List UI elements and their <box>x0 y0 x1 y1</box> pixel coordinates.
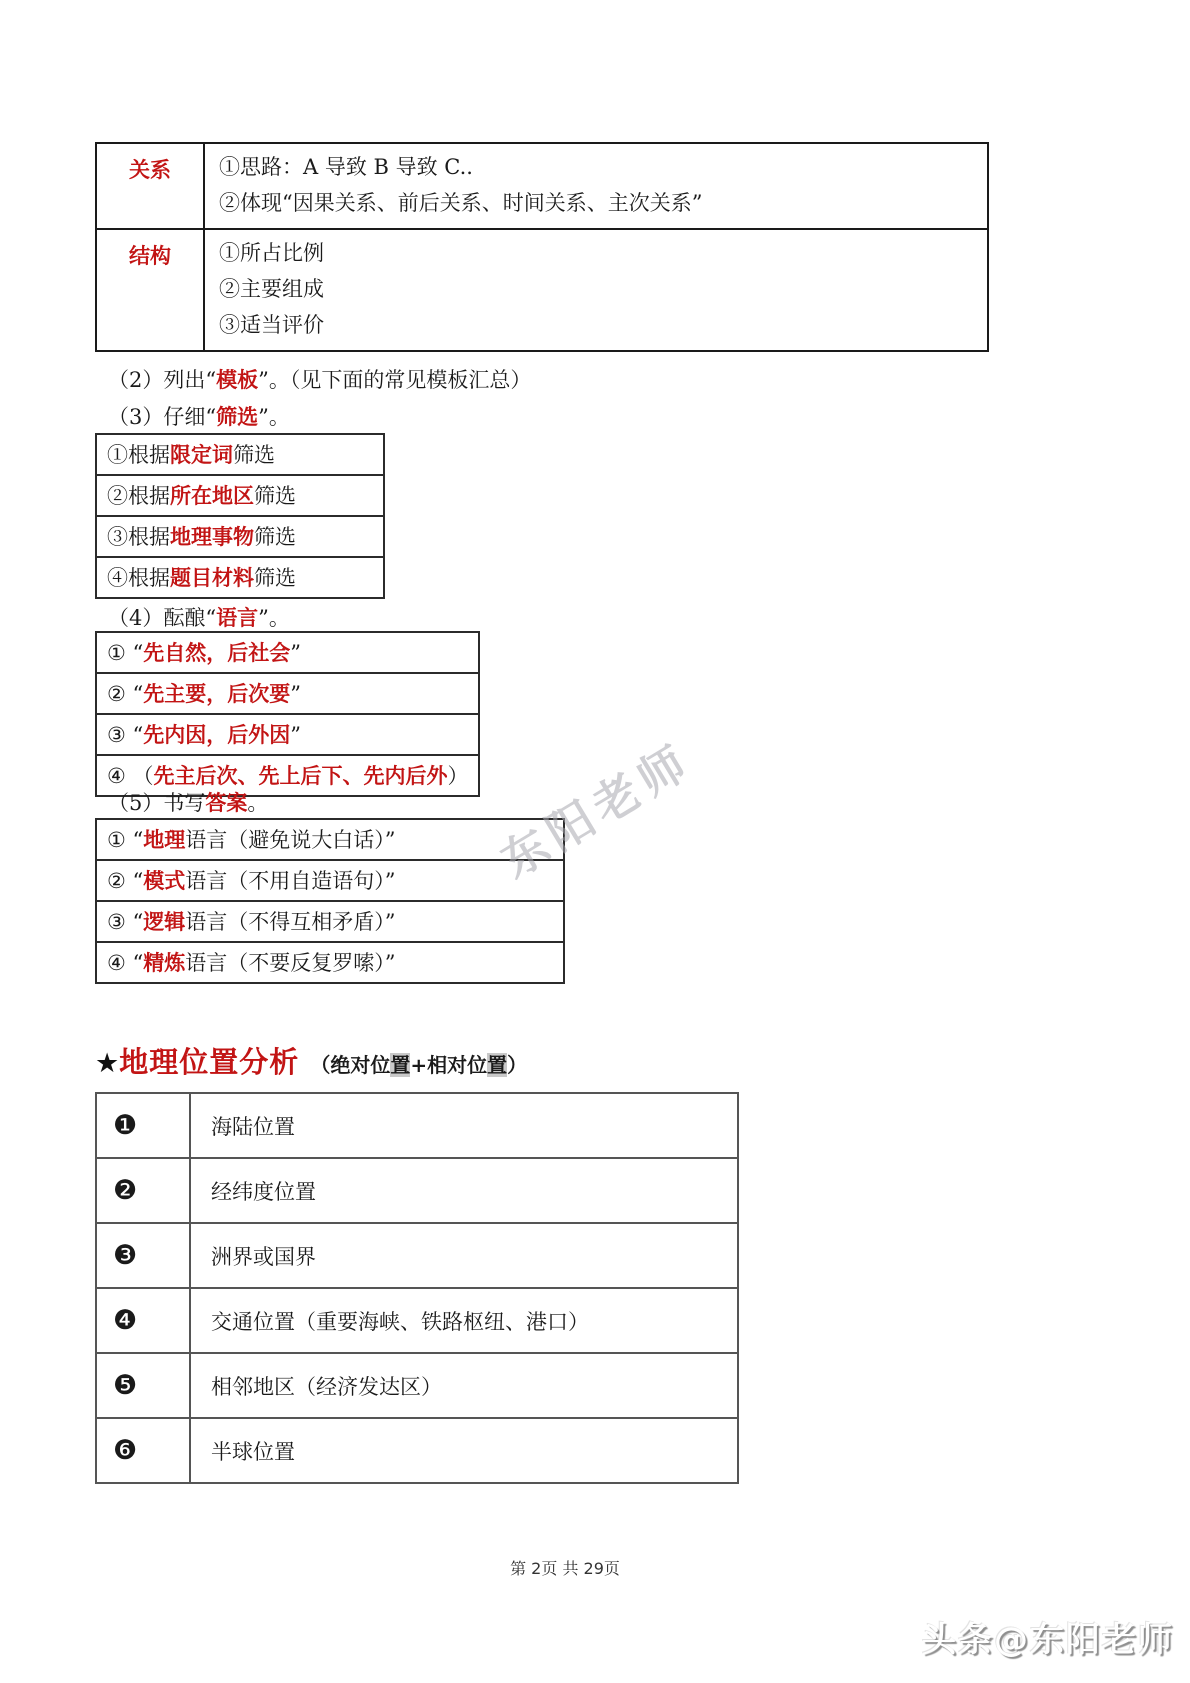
table-row <box>97 1157 737 1222</box>
table-cell: 交通位置（重要海峡、铁路枢纽、港口） <box>211 1309 589 1334</box>
circled-number: ❸ <box>97 1224 191 1287</box>
star-icon: ★ <box>95 1048 120 1079</box>
table-cell: 经纬度位置 <box>211 1179 316 1204</box>
table-row <box>97 1417 737 1482</box>
answer-language-table <box>95 818 565 984</box>
table-row: ④根据题目材料筛选 <box>97 556 383 597</box>
row-label-structure: 结构 <box>97 230 205 350</box>
table-cell: 洲界或国界 <box>211 1244 316 1269</box>
table-row <box>97 1287 737 1352</box>
circled-number: ❻ <box>97 1419 191 1482</box>
table-row: ④ “精炼语言（不要反复罗嗦）” <box>97 941 563 982</box>
circled-number: ❷ <box>97 1159 191 1222</box>
language-order-table <box>95 631 480 797</box>
table-row: ③ “逻辑语言（不得互相矛盾）” <box>97 900 563 941</box>
position-analysis-table <box>95 1092 739 1484</box>
table-row: ② “先主要，后次要” <box>97 672 478 713</box>
table-row <box>97 1222 737 1287</box>
section-subtitle: （绝对位置+相对位置） <box>310 1053 528 1077</box>
table-row: ① “先自然，后社会” <box>107 640 301 665</box>
step-3-line: （3）仔细“筛选”。 <box>108 404 290 429</box>
table-cell-line: ①所占比例 <box>219 241 324 265</box>
filter-criteria-table <box>95 433 385 599</box>
circled-number: ❶ <box>97 1094 191 1157</box>
table-cell-line: ①思路：A 导致 B 导致 C.. <box>219 155 473 179</box>
table-row <box>97 228 987 350</box>
section-title: 地理位置分析 <box>119 1045 300 1079</box>
circled-number: ❺ <box>97 1354 191 1417</box>
row-content <box>205 230 987 350</box>
table-cell-line: ③适当评价 <box>219 313 324 337</box>
step-4-line: （4）酝酿“语言”。 <box>108 605 290 630</box>
circled-number: ❹ <box>97 1289 191 1352</box>
table-row <box>97 1094 737 1157</box>
row-label-relation: 关系 <box>97 144 205 228</box>
table-row: ②根据所在地区筛选 <box>97 474 383 515</box>
table-row: ④ （先主后次、先上后下、先内后外） <box>97 754 478 795</box>
table-cell: 海陆位置 <box>211 1114 295 1139</box>
table-row: ①根据限定词筛选 <box>107 442 275 467</box>
table-cell: 相邻地区（经济发达区） <box>211 1374 442 1399</box>
table-cell-line: ②体现“因果关系、前后关系、时间关系、主次关系” <box>219 191 703 215</box>
table-row <box>97 144 987 228</box>
step-2-line: （2）列出“模板”。（见下面的常见模板汇总） <box>108 367 532 392</box>
section-heading <box>95 1040 527 1081</box>
table-cell: 半球位置 <box>211 1439 295 1464</box>
table-row: ① “地理语言（避免说大白话）” <box>107 827 396 852</box>
table-row: ③根据地理事物筛选 <box>97 515 383 556</box>
step-5-line: （5）书写答案。 <box>108 790 269 815</box>
bottom-right-watermark: 头条@东阳老师 <box>922 1620 1174 1660</box>
row-content <box>205 144 987 228</box>
diagonal-watermark: 东阳老师 <box>491 732 702 889</box>
method-summary-table <box>95 142 989 352</box>
table-cell-line: ②主要组成 <box>219 277 324 301</box>
page-footer: 第 2页 共 29页 <box>510 1559 620 1578</box>
table-row <box>97 1352 737 1417</box>
table-row: ② “模式语言（不用自造语句）” <box>97 859 563 900</box>
table-row: ③ “先内因，后外因” <box>97 713 478 754</box>
